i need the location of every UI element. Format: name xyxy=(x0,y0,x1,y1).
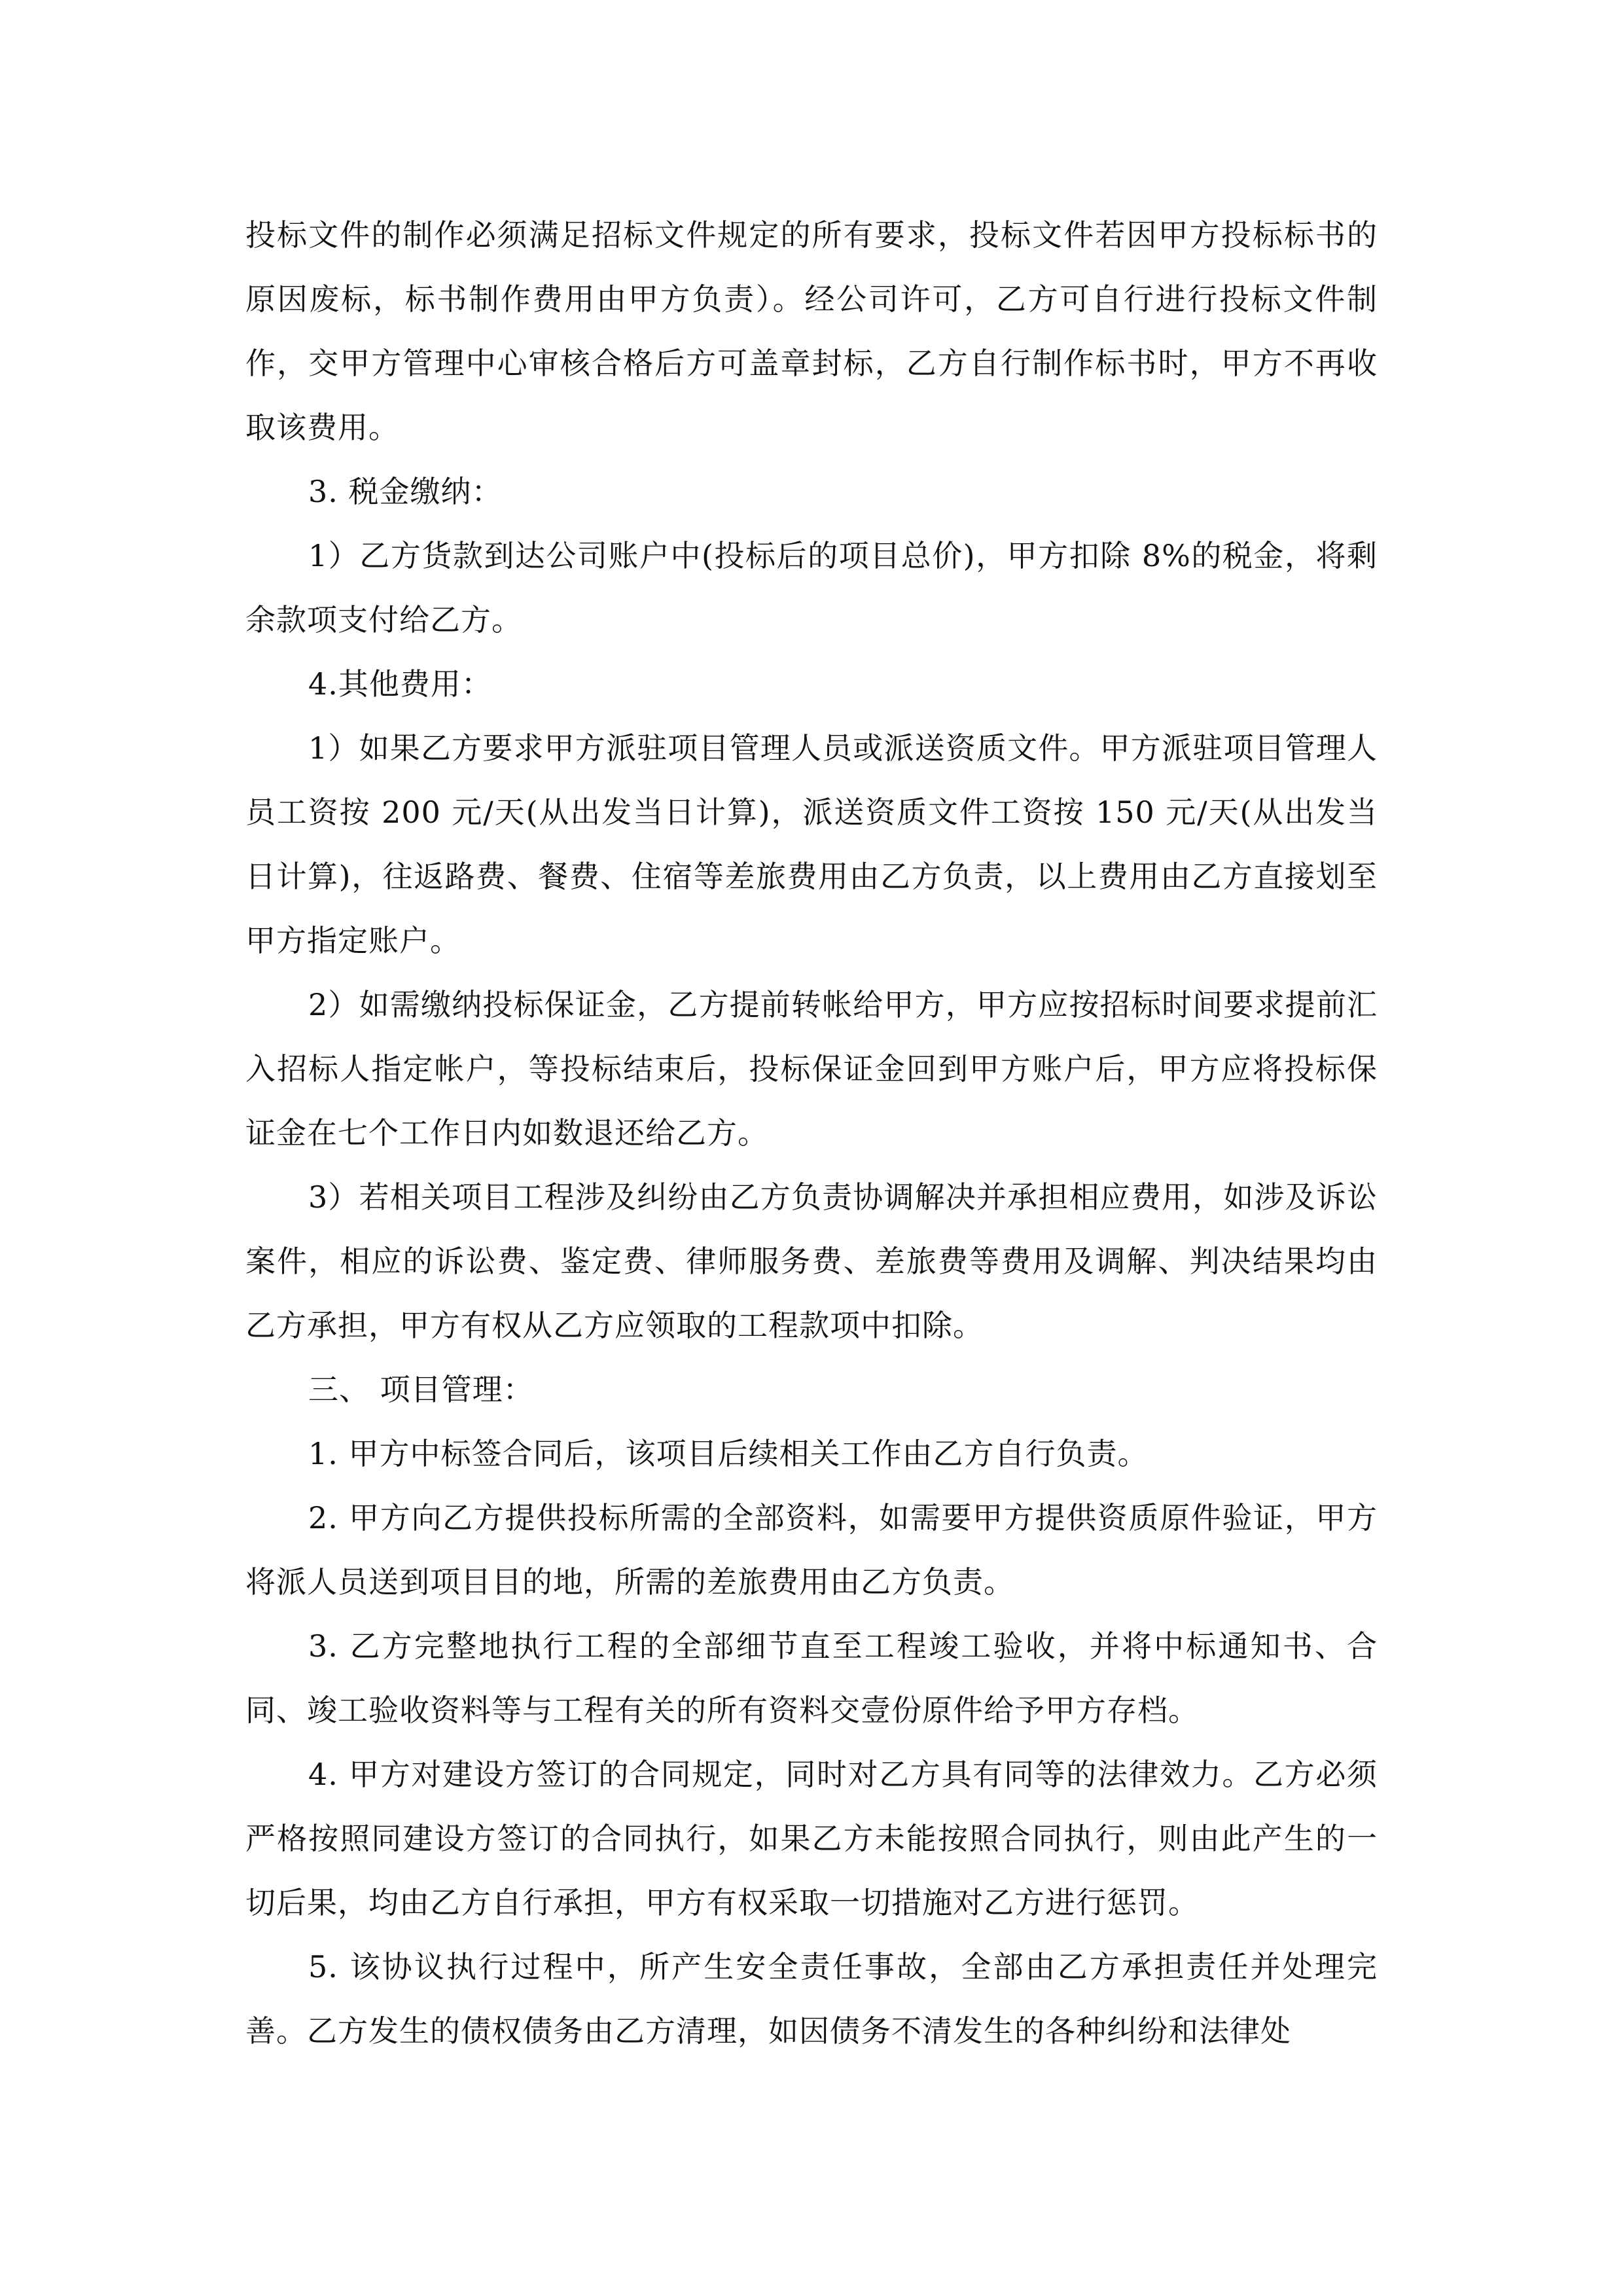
heading-tax-payment: 3. 税金缴纳： xyxy=(308,474,503,509)
paragraph-personnel-fees: 1）如果乙方要求甲方派驻项目管理人员或派送资质文件。甲方派驻项目管理人员工资按 200 元/天(从出发当日计算)，派送资质文件工资按 150 元/天(从出发当日计算)，往返路费、餐费、住宿等差旅费用由乙方负责，以上费用由乙方直接划至甲方指定账户。 xyxy=(245,730,1378,958)
document-body xyxy=(245,203,1378,2063)
paragraph-item-5: 5. 该协议执行过程中，所产生安全责任事故，全部由乙方承担责任并处理完善。乙方发生的债权债务由乙方清理，如因债务不清发生的各种纠纷和法律处 xyxy=(245,1949,1378,2049)
paragraph-disputes: 3）若相关项目工程涉及纠纷由乙方负责协调解决并承担相应费用，如涉及诉讼案件，相应的诉讼费、鉴定费、律师服务费、差旅费等费用及调解、判决结果均由乙方承担，甲方有权从乙方应领取的工程款项中扣除。 xyxy=(245,1179,1378,1343)
paragraph-bid-deposit: 2）如需缴纳投标保证金，乙方提前转帐给甲方，甲方应按招标时间要求提前汇入招标人指定帐户，等投标结束后，投标保证金回到甲方账户后，甲方应将投标保证金在七个工作日内如数退还给乙方。 xyxy=(245,987,1378,1151)
heading-other-fees: 4.其他费用： xyxy=(308,666,492,702)
paragraph-item-3: 3. 乙方完整地执行工程的全部细节直至工程竣工验收，并将中标通知书、合同、竣工验收资料等与工程有关的所有资料交壹份原件给予甲方存档。 xyxy=(245,1628,1378,1728)
paragraph-item-1: 1. 甲方中标签合同后，该项目后续相关工作由乙方自行负责。 xyxy=(308,1436,1149,1471)
heading-project-management: 三、 项目管理： xyxy=(308,1372,534,1407)
paragraph-item-4: 4. 甲方对建设方签订的合同规定，同时对乙方具有同等的法律效力。乙方必须严格按照同建设方签订的合同执行，如果乙方未能按照合同执行，则由此产生的一切后果，均由乙方自行承担，甲方有权采取一切措施对乙方进行惩罚。 xyxy=(245,1757,1378,1920)
paragraph-bid-document: 投标文件的制作必须满足招标文件规定的所有要求，投标文件若因甲方投标标书的原因废标，标书制作费用由甲方负责）。经公司许可，乙方可自行进行投标文件制作，交甲方管理中心审核合格后方可盖章封标，乙方自行制作标书时，甲方不再收取该费用。 xyxy=(245,217,1378,445)
paragraph-tax-deduction: 1）乙方货款到达公司账户中(投标后的项目总价)，甲方扣除 8%的税金，将剩余款项支付给乙方。 xyxy=(245,538,1378,637)
paragraph-item-2: 2. 甲方向乙方提供投标所需的全部资料，如需要甲方提供资质原件验证，甲方将派人员送到项目目的地，所需的差旅费用由乙方负责。 xyxy=(245,1500,1378,1600)
